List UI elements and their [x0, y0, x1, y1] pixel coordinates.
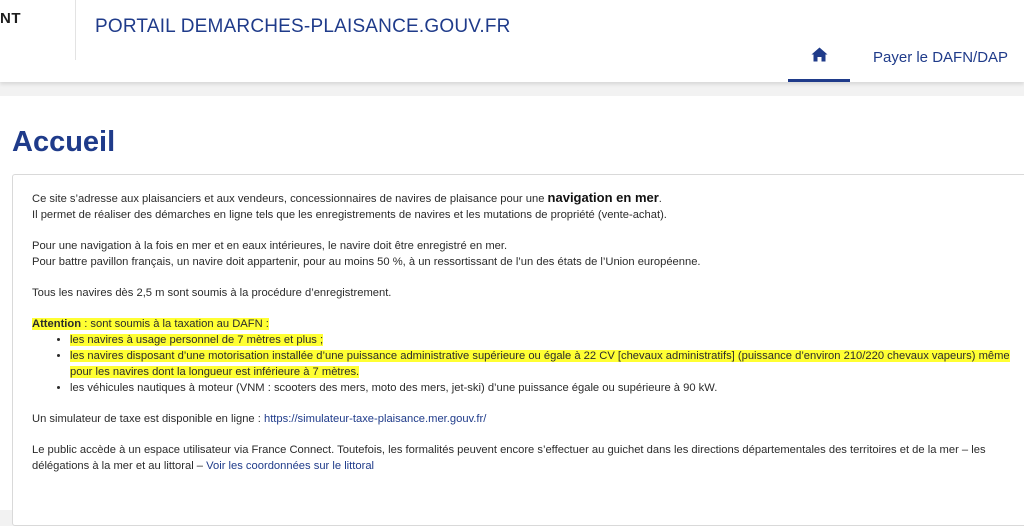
intro-line2: Il permet de réaliser des démarches en ligne tels que les enregistrements de navires et les mutations de propriété (vente-achat).	[32, 209, 667, 221]
attention-line	[32, 316, 1022, 332]
intro-paragraph	[32, 190, 1022, 223]
logo-fragment[interactable]: NT	[0, 10, 21, 27]
site-header	[0, 0, 1024, 82]
navigation-paragraph	[32, 238, 1022, 270]
attention-text: : sont soumis à la taxation au DAFN :	[81, 318, 269, 330]
nav-pay-dafn[interactable]: Payer le DAFN/DAP	[873, 49, 1009, 66]
public-text: Le public accède à un espace utilisateur via France Connect. Toutefois, les formalités peuvent encore s’effectuer au guichet dans les directions départementales des territoires et de la mer – les délégations à la mer et au littoral –	[32, 444, 986, 472]
public-paragraph	[32, 442, 1022, 474]
simulator-paragraph	[32, 411, 1022, 427]
simulator-link[interactable]: https://simulateur-taxe-plaisance.mer.gouv.fr/	[263, 413, 487, 425]
site-title[interactable]: PORTAIL DEMARCHES-PLAISANCE.GOUV.FR	[95, 16, 511, 37]
header-divider	[75, 0, 76, 60]
intro-text: Ce site s’adresse aux plaisanciers et aux vendeurs, concessionnaires de navires de plaisance pour une	[32, 193, 548, 205]
registration-paragraph: Tous les navires dès 2,5 m sont soumis à la procédure d’enregistrement.	[32, 287, 392, 299]
list-item: • les navires à usage personnel de 7 mètres et plus ;	[70, 332, 1022, 348]
littoral-link[interactable]: Voir les coordonnées sur le littoral	[206, 460, 375, 472]
list-item: • les véhicules nautiques à moteur (VNM : scooters des mers, moto des mers, jet-ski) d’une puissance égale ou supérieure à 90 kW.	[70, 380, 1022, 396]
attention-label: Attention	[32, 318, 82, 330]
list-item: • les navires disposant d’une motorisation installée d’une puissance administrative supérieure ou égale à 22 CV [chevaux administratifs] (puissance d’environ 210/220 chevaux vapeurs) même pour les navires dont la longueur est inférieure à 7 mètres.	[70, 348, 1022, 380]
intro-bold: navigation en mer	[547, 190, 659, 205]
home-icon	[811, 47, 828, 62]
taxation-list	[32, 332, 1022, 396]
nav-home-tab[interactable]	[788, 42, 850, 82]
simulator-text: Un simulateur de taxe est disponible en ligne :	[32, 413, 264, 425]
page-title: Accueil	[12, 126, 116, 158]
nav-line2: Pour battre pavillon français, un navire doit appartenir, pour au moins 50 %, à un ressortissant de l’un des états de l’Union européenne.	[32, 256, 701, 268]
nav-line1: Pour une navigation à la fois en mer et en eaux intérieures, le navire doit être enregistré en mer.	[32, 240, 508, 252]
content-body	[32, 190, 1022, 489]
intro-end: .	[658, 193, 662, 205]
